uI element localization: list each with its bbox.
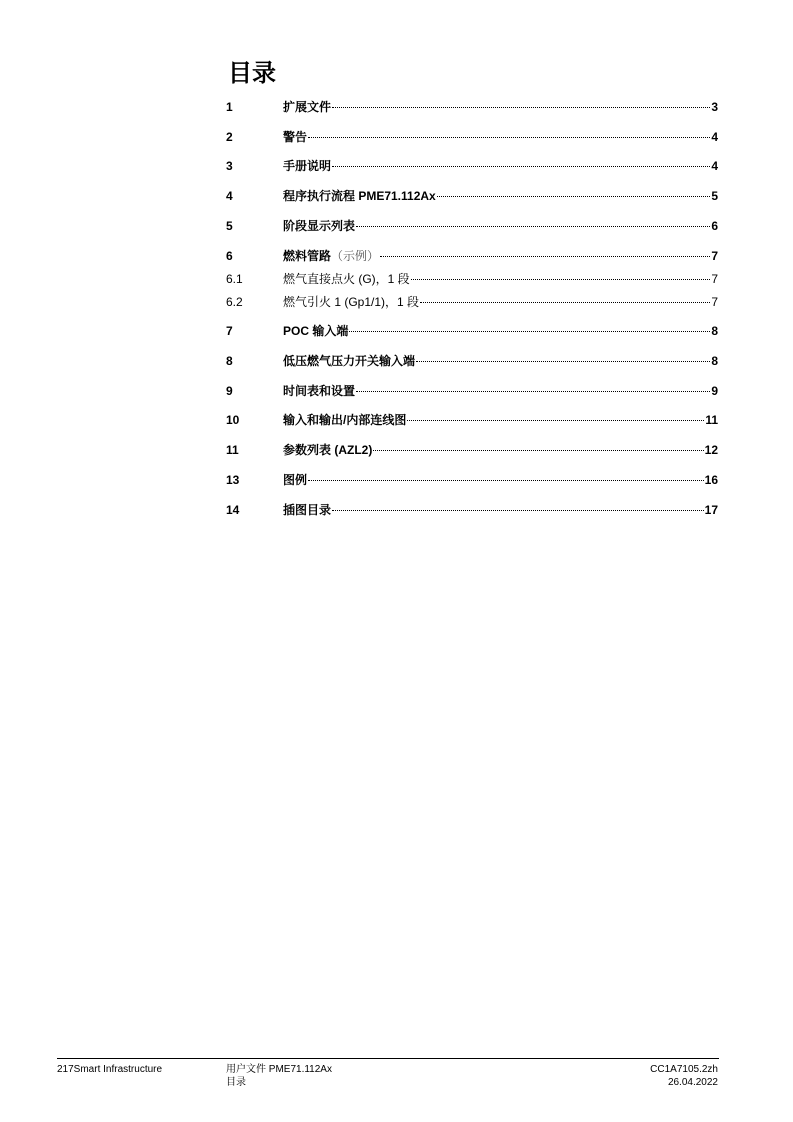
toc-dot-leader bbox=[407, 420, 704, 421]
toc-dot-leader bbox=[416, 361, 710, 362]
toc-entry-page: 12 bbox=[704, 443, 718, 457]
toc-entry[interactable] bbox=[226, 187, 718, 205]
toc-entry[interactable] bbox=[226, 322, 718, 340]
toc-dot-leader bbox=[373, 450, 703, 451]
footer-document-title: 用户文件 PME71.112Ax bbox=[226, 1064, 332, 1075]
toc-entry-title-text: 燃气直接点火 (G)，1 段 bbox=[283, 272, 410, 286]
toc-entry-number: 11 bbox=[226, 443, 239, 457]
toc-entry-title bbox=[283, 157, 331, 175]
toc-dot-leader bbox=[420, 302, 710, 303]
toc-entry-page: 9 bbox=[711, 384, 718, 398]
toc-entry-title bbox=[283, 217, 355, 235]
toc-entry-line bbox=[283, 411, 718, 429]
footer-section-name: 目录 bbox=[226, 1077, 246, 1088]
toc-entry-number: 7 bbox=[226, 324, 233, 338]
toc-entry-title bbox=[283, 501, 331, 519]
toc-entry-page: 7 bbox=[711, 249, 718, 263]
toc-entry-page: 17 bbox=[704, 503, 718, 517]
toc-entry-number: 2 bbox=[226, 130, 233, 144]
toc-entry[interactable] bbox=[226, 247, 718, 265]
toc-entry-number: 6.1 bbox=[226, 272, 243, 286]
toc-entry-line bbox=[283, 187, 718, 205]
toc-entry-title bbox=[283, 247, 379, 265]
toc-entry-title-text: 扩展文件 bbox=[283, 100, 332, 114]
toc-entry-title bbox=[283, 441, 372, 459]
toc-entry[interactable] bbox=[226, 411, 718, 429]
toc-entry-number: 8 bbox=[226, 354, 233, 368]
toc-entry-line bbox=[283, 98, 718, 116]
toc-entry-title bbox=[283, 352, 415, 370]
toc-entry-number: 1 bbox=[226, 100, 233, 114]
toc-entry-title bbox=[283, 128, 307, 146]
toc-entry[interactable] bbox=[226, 270, 718, 288]
toc-entry-note: （示例） bbox=[331, 249, 380, 263]
toc-entry-line bbox=[283, 293, 718, 311]
toc-entry-line bbox=[283, 382, 718, 400]
toc-entry-page: 4 bbox=[711, 159, 718, 173]
toc-entry-title-text: 手册说明 bbox=[283, 159, 332, 173]
toc-entry[interactable] bbox=[226, 501, 718, 519]
toc-entry-page: 7 bbox=[711, 272, 718, 286]
toc-entry-line bbox=[283, 157, 718, 175]
toc-entry[interactable] bbox=[226, 98, 718, 116]
toc-entry-line bbox=[283, 322, 718, 340]
toc-entry-title-text: 低压燃气压力开关输入端 bbox=[283, 354, 416, 368]
footer-reference bbox=[650, 1063, 718, 1089]
toc-entry-line bbox=[283, 441, 718, 459]
toc-entry[interactable] bbox=[226, 217, 718, 235]
toc-entry-number: 10 bbox=[226, 413, 240, 427]
footer-company: 217Smart Infrastructure bbox=[57, 1064, 163, 1075]
toc-dot-leader bbox=[308, 137, 710, 138]
toc-entry-title bbox=[283, 293, 419, 311]
toc-entry-title-text: 图例 bbox=[283, 473, 308, 487]
toc-entry[interactable] bbox=[226, 441, 718, 459]
toc-entry-page: 11 bbox=[705, 413, 718, 427]
toc-entry-title-text: 燃料管路 bbox=[283, 249, 332, 263]
toc-entry-page: 6 bbox=[711, 219, 718, 233]
toc-entry-page: 4 bbox=[711, 130, 718, 144]
toc-entry-title-text: 警告 bbox=[283, 130, 308, 144]
toc-entry-page: 5 bbox=[711, 189, 718, 203]
toc-entry-page: 3 bbox=[711, 100, 718, 114]
toc-dot-leader bbox=[411, 279, 711, 280]
toc-dot-leader bbox=[332, 166, 710, 167]
toc-dot-leader bbox=[332, 107, 710, 108]
page-title: 目录 bbox=[228, 59, 276, 87]
toc-entry-title-text: 参数列表 (AZL2) bbox=[283, 443, 373, 457]
toc-entry-number: 14 bbox=[226, 503, 240, 517]
footer-date: 26.04.2022 bbox=[667, 1077, 718, 1088]
toc-entry[interactable] bbox=[226, 293, 718, 311]
toc-entry-title bbox=[283, 471, 307, 489]
toc-entry-line bbox=[283, 128, 718, 146]
toc-entry-title bbox=[283, 187, 436, 205]
toc-entry-title bbox=[283, 322, 348, 340]
toc-entry-title-text: POC 输入端 bbox=[283, 324, 349, 338]
toc-dot-leader bbox=[437, 196, 711, 197]
toc-entry-number: 13 bbox=[226, 473, 240, 487]
toc-entry[interactable] bbox=[226, 157, 718, 175]
toc-entry[interactable] bbox=[226, 382, 718, 400]
toc-dot-leader bbox=[380, 256, 710, 257]
toc-entry-page: 8 bbox=[711, 354, 718, 368]
toc-entry-page: 7 bbox=[711, 295, 718, 309]
toc-entry-title-text: 程序执行流程 PME71.112Ax bbox=[283, 189, 436, 203]
toc-entry-line bbox=[283, 352, 718, 370]
toc-entry-number: 3 bbox=[226, 159, 233, 173]
toc-entry-number: 6.2 bbox=[226, 295, 243, 309]
toc-entry[interactable] bbox=[226, 128, 718, 146]
toc-entry-title bbox=[283, 98, 331, 116]
toc-entry-title-text: 时间表和设置 bbox=[283, 384, 356, 398]
toc-dot-leader bbox=[349, 331, 710, 332]
toc-entry-line bbox=[283, 217, 718, 235]
toc-entry-number: 9 bbox=[226, 384, 233, 398]
toc-dot-leader bbox=[308, 480, 704, 481]
toc-entry-line bbox=[283, 501, 718, 519]
toc-entry-page: 8 bbox=[711, 324, 718, 338]
toc-entry-number: 4 bbox=[226, 189, 233, 203]
toc-entry-line bbox=[283, 270, 718, 288]
toc-dot-leader bbox=[356, 226, 710, 227]
toc-entry[interactable] bbox=[226, 471, 718, 489]
footer-divider bbox=[57, 1058, 719, 1059]
toc-dot-leader bbox=[356, 391, 710, 392]
toc-entry-title-text: 燃气引火 1 (Gp1/1)，1 段 bbox=[283, 295, 420, 309]
toc-entry-title bbox=[283, 411, 406, 429]
toc-entry-line bbox=[283, 471, 718, 489]
toc-entry-number: 5 bbox=[226, 219, 233, 233]
toc-entry-number: 6 bbox=[226, 249, 233, 263]
toc-entry-title-text: 插图目录 bbox=[283, 503, 332, 517]
toc-entry-title-text: 输入和输出/内部连线图 bbox=[283, 413, 407, 427]
toc-dot-leader bbox=[332, 510, 704, 511]
footer-doc-number: CC1A7105.2zh bbox=[650, 1064, 718, 1075]
toc-entry-page: 16 bbox=[704, 473, 718, 487]
toc-entry-title bbox=[283, 382, 355, 400]
footer-document bbox=[226, 1063, 332, 1089]
toc-entry-title bbox=[283, 270, 410, 288]
toc-entry-line bbox=[283, 247, 718, 265]
toc-entry-title-text: 阶段显示列表 bbox=[283, 219, 356, 233]
toc-entry[interactable] bbox=[226, 352, 718, 370]
